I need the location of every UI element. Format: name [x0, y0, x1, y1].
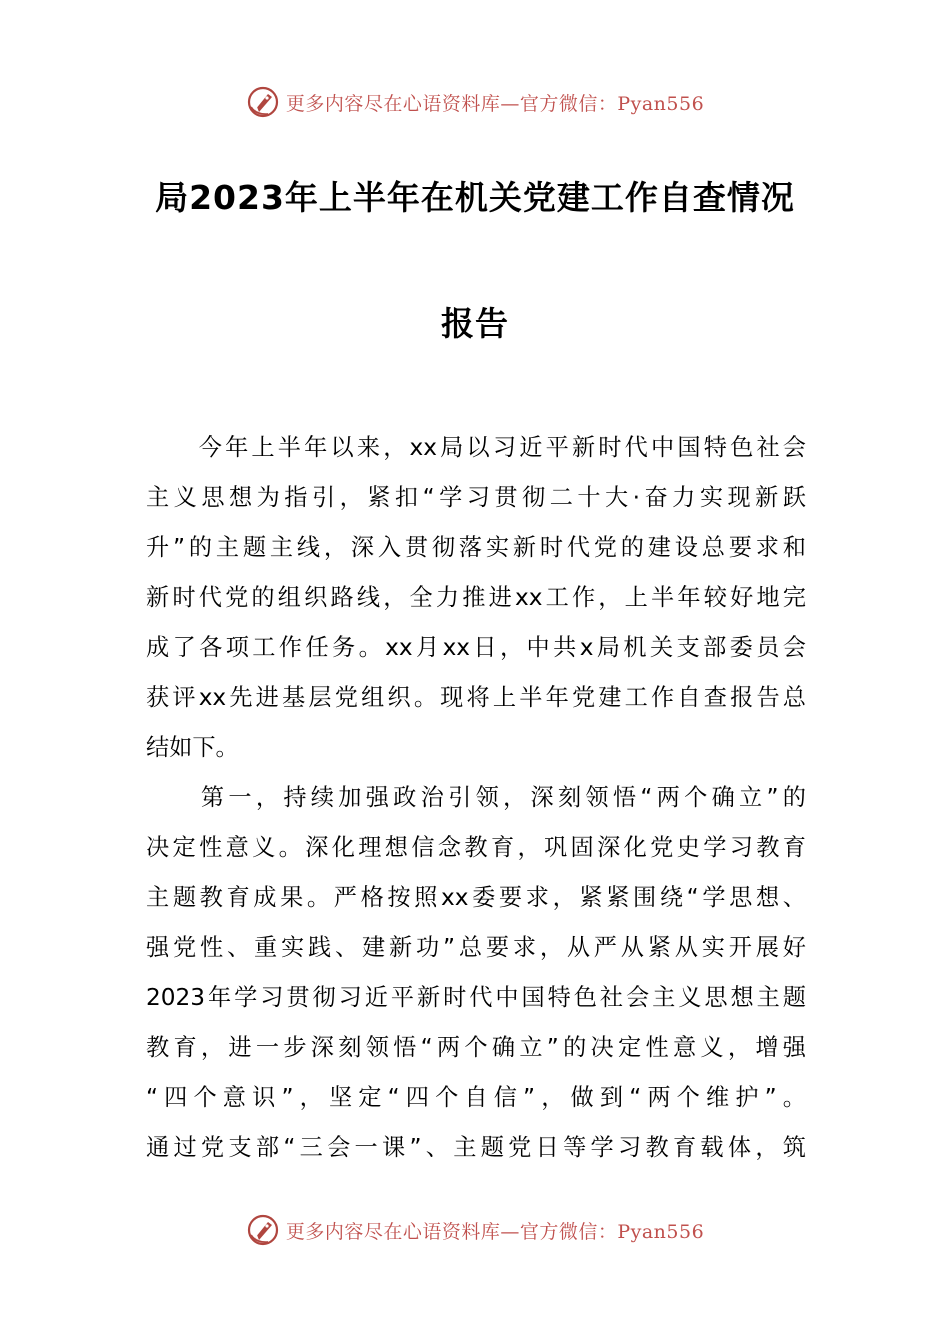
body-line: 主义思想为指引，紧扣“学习贯彻二十大·奋力实现新跃	[146, 484, 806, 511]
body-line: 主题教育成果。严格按照xx委要求，紧紧围绕“学思想、	[146, 884, 806, 911]
footer-banner-text: 更多内容尽在心语资料库—官方微信：Pyan556	[285, 1220, 705, 1243]
body-line: 新时代党的组织路线，全力推进xx工作，上半年较好地完	[146, 584, 806, 611]
body-line: 成了各项工作任务。xx月xx日，中共x局机关支部委员会	[146, 634, 806, 661]
body-line: 通过党支部“三会一课”、主题党日等学习教育载体，筑	[146, 1134, 806, 1161]
body-line: 升”的主题主线，深入贯彻落实新时代党的建设总要求和	[146, 534, 806, 561]
body-line: “四个意识”，坚定“四个自信”，做到“两个维护”。	[146, 1084, 806, 1111]
document-title-line-1: 局2023年上半年在机关党建工作自查情况	[155, 178, 795, 217]
body-line: 第一，持续加强政治引领，深刻领悟“两个确立”的	[146, 784, 806, 811]
document-body	[146, 428, 806, 1178]
pen-nib-icon	[246, 1213, 280, 1247]
header-banner	[0, 82, 950, 122]
body-line: 决定性意义。深化理想信念教育，巩固深化党史学习教育	[146, 834, 806, 861]
footer-banner	[0, 1210, 950, 1250]
body-line: 获评xx先进基层党组织。现将上半年党建工作自查报告总	[146, 684, 806, 711]
document-title-line-2: 报告	[441, 304, 509, 343]
pen-nib-icon	[246, 85, 280, 119]
body-line: 结如下。	[146, 734, 239, 761]
body-line: 2023年学习贯彻习近平新时代中国特色社会主义思想主题	[146, 984, 806, 1011]
header-banner-text: 更多内容尽在心语资料库—官方微信：Pyan556	[285, 92, 705, 115]
body-line: 强党性、重实践、建新功”总要求，从严从紧从实开展好	[146, 934, 806, 961]
body-line: 教育，进一步深刻领悟“两个确立”的决定性意义，增强	[146, 1034, 806, 1061]
body-line: 今年上半年以来，xx局以习近平新时代中国特色社会	[146, 434, 806, 461]
